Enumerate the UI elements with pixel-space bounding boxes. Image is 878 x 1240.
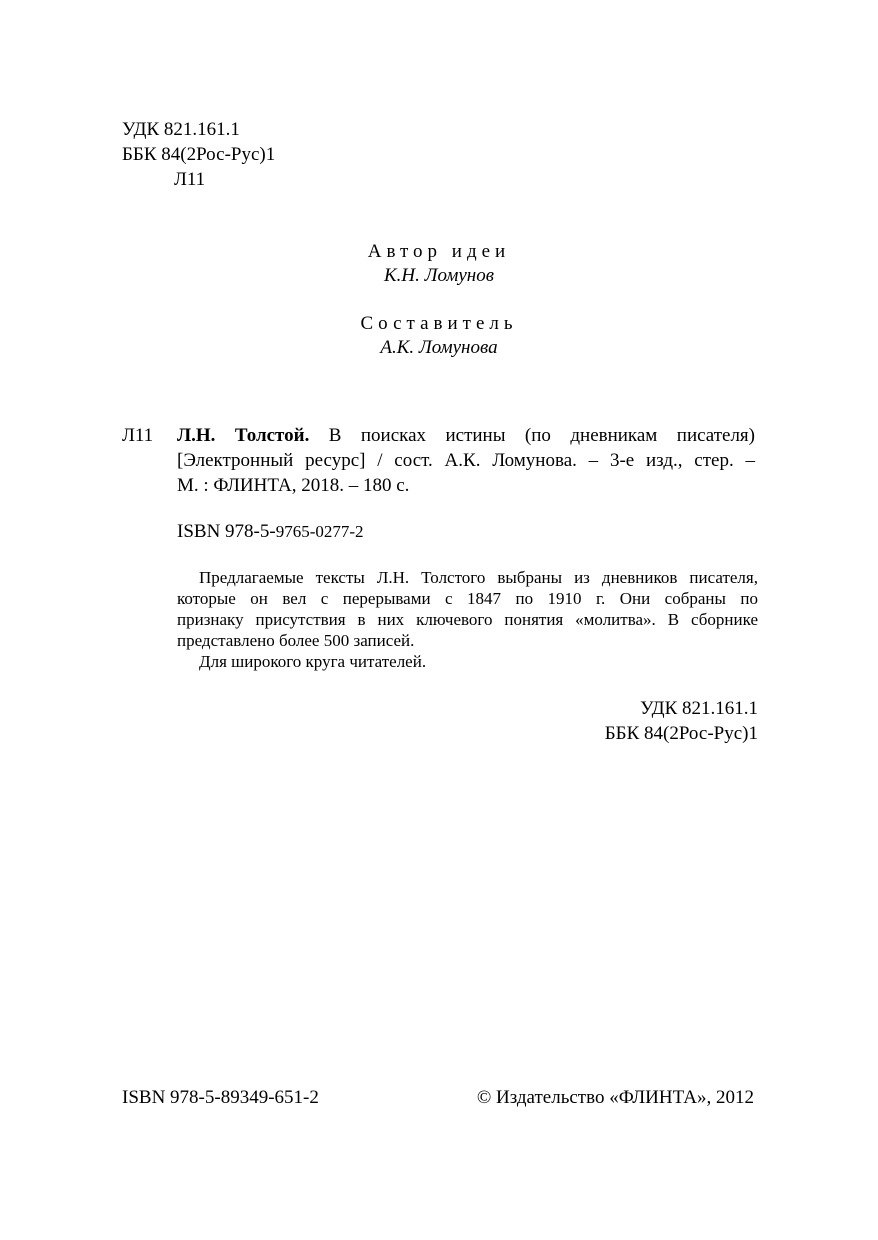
annotation-line-4: представлено более 500 записей. (177, 631, 415, 650)
annotation-line-2: которые он вел с перерывами с 1847 по 1910 г. Они собраны по (177, 589, 758, 608)
bib-isbn (177, 520, 364, 544)
bib-line-1 (177, 424, 755, 449)
bib-isbn-prefix: ISBN 978-5- (177, 521, 276, 542)
bbk-code-bottom: ББК 84(2Рос-Рус)1 (604, 723, 758, 744)
bib-isbn-suffix: 9765-0277-2 (275, 522, 364, 541)
annotation-line-1: Предлагаемые тексты Л.Н. Толстого выбраны из дневников писателя, (199, 568, 758, 587)
bib-line-2: [Электронный ресурс] / сост. А.К. Ломунова. – 3-е изд., стер. – (177, 450, 755, 471)
credit-role-compiler: Составитель (360, 313, 518, 334)
classification-bottom (605, 697, 758, 747)
credit-role-idea: Автор идеи (367, 241, 511, 262)
udk-code-bottom: УДК 821.161.1 (640, 698, 758, 719)
bib-title: В поисках истины (по дневникам писателя) (328, 425, 756, 446)
annotation (177, 567, 758, 672)
bib-description (177, 424, 755, 499)
annotation-line-3: признаку присутствия в них ключевого понятия «молитва». В сборнике (177, 610, 758, 629)
credit-name-idea: К.Н. Ломунов (384, 265, 494, 286)
footer-copyright: © Издательство «ФЛИНТА», 2012 (476, 1087, 754, 1108)
footer-isbn: ISBN 978-5-89349-651-2 (122, 1087, 319, 1108)
bib-code: Л11 (122, 425, 154, 446)
author-mark: Л11 (174, 169, 206, 190)
udk-code: УДК 821.161.1 (122, 119, 240, 140)
credit-name-compiler: А.К. Ломунова (380, 337, 498, 358)
classification-top (122, 118, 275, 193)
bib-line-3: М. : ФЛИНТА, 2018. – 180 с. (177, 475, 410, 496)
annotation-audience: Для широкого круга читателей. (199, 652, 427, 671)
bbk-code: ББК 84(2Рос-Рус)1 (122, 144, 276, 165)
bib-author: Л.Н. Толстой. (177, 425, 310, 446)
